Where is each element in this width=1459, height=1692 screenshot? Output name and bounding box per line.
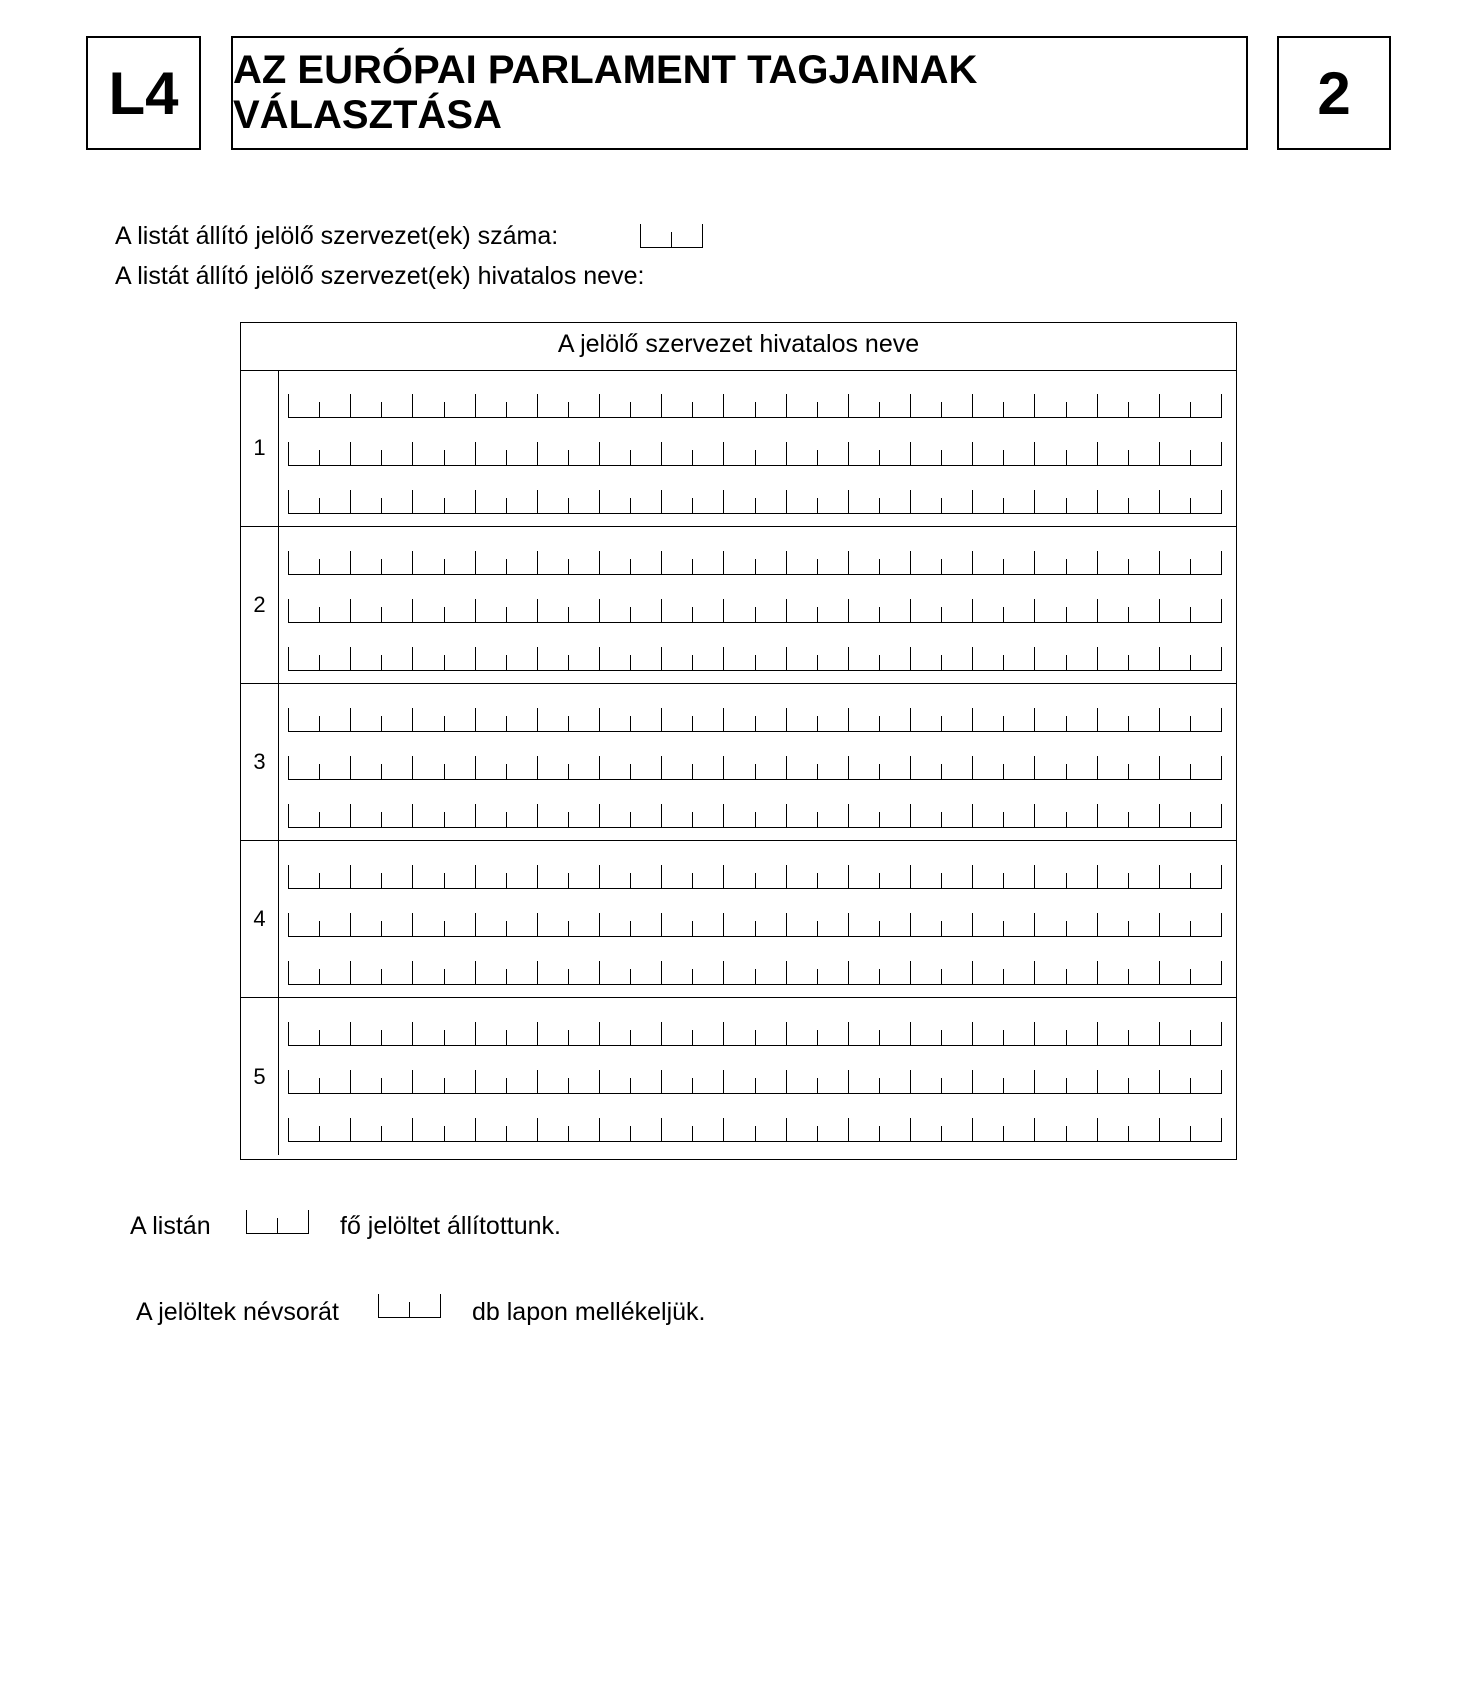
candidates-prefix: A listán xyxy=(130,1212,211,1240)
org-row xyxy=(241,370,1236,527)
org-row xyxy=(241,841,1236,998)
org-name-input-line[interactable] xyxy=(288,394,1222,418)
row-number: 5 xyxy=(241,998,279,1155)
org-row xyxy=(241,684,1236,841)
row-number: 2 xyxy=(241,527,279,683)
row-number: 1 xyxy=(241,370,279,526)
page-count-input[interactable] xyxy=(378,1294,441,1318)
form-code: L4 xyxy=(86,36,201,150)
org-names-label: A listát állító jelölő szervezet(ek) hivatalos neve: xyxy=(115,262,645,290)
org-row xyxy=(241,998,1236,1155)
page-number: 2 xyxy=(1277,36,1391,150)
row-number: 4 xyxy=(241,841,279,997)
row-number: 3 xyxy=(241,684,279,840)
org-row xyxy=(241,527,1236,684)
org-name-input-line[interactable] xyxy=(288,551,1222,575)
org-name-input-line[interactable] xyxy=(288,599,1222,623)
org-name-input-line[interactable] xyxy=(288,490,1222,514)
org-name-input-line[interactable] xyxy=(288,1118,1222,1142)
org-name-input-line[interactable] xyxy=(288,442,1222,466)
org-name-input-line[interactable] xyxy=(288,708,1222,732)
candidate-count-input[interactable] xyxy=(246,1210,309,1234)
candidates-line xyxy=(130,1212,211,1241)
org-name-input-line[interactable] xyxy=(288,913,1222,937)
org-name-input-line[interactable] xyxy=(288,647,1222,671)
org-name-input-line[interactable] xyxy=(288,756,1222,780)
org-name-input-line[interactable] xyxy=(288,961,1222,985)
pages-prefix: A jelöltek névsorát xyxy=(136,1298,339,1326)
candidates-suffix: fő jelöltet állítottunk. xyxy=(340,1212,561,1240)
org-names-table xyxy=(240,322,1237,1160)
org-name-input-line[interactable] xyxy=(288,1070,1222,1094)
table-header: A jelölő szervezet hivatalos neve xyxy=(241,323,1236,371)
org-count-label: A listát állító jelölő szervezet(ek) száma: xyxy=(115,222,559,250)
org-name-input-line[interactable] xyxy=(288,1022,1222,1046)
form-title: AZ EURÓPAI PARLAMENT TAGJAINAK VÁLASZTÁSA xyxy=(231,36,1248,150)
org-name-input-line[interactable] xyxy=(288,865,1222,889)
org-name-input-line[interactable] xyxy=(288,804,1222,828)
pages-suffix: db lapon mellékeljük. xyxy=(472,1298,706,1326)
pages-line xyxy=(136,1298,339,1327)
org-count-input[interactable] xyxy=(640,224,703,248)
